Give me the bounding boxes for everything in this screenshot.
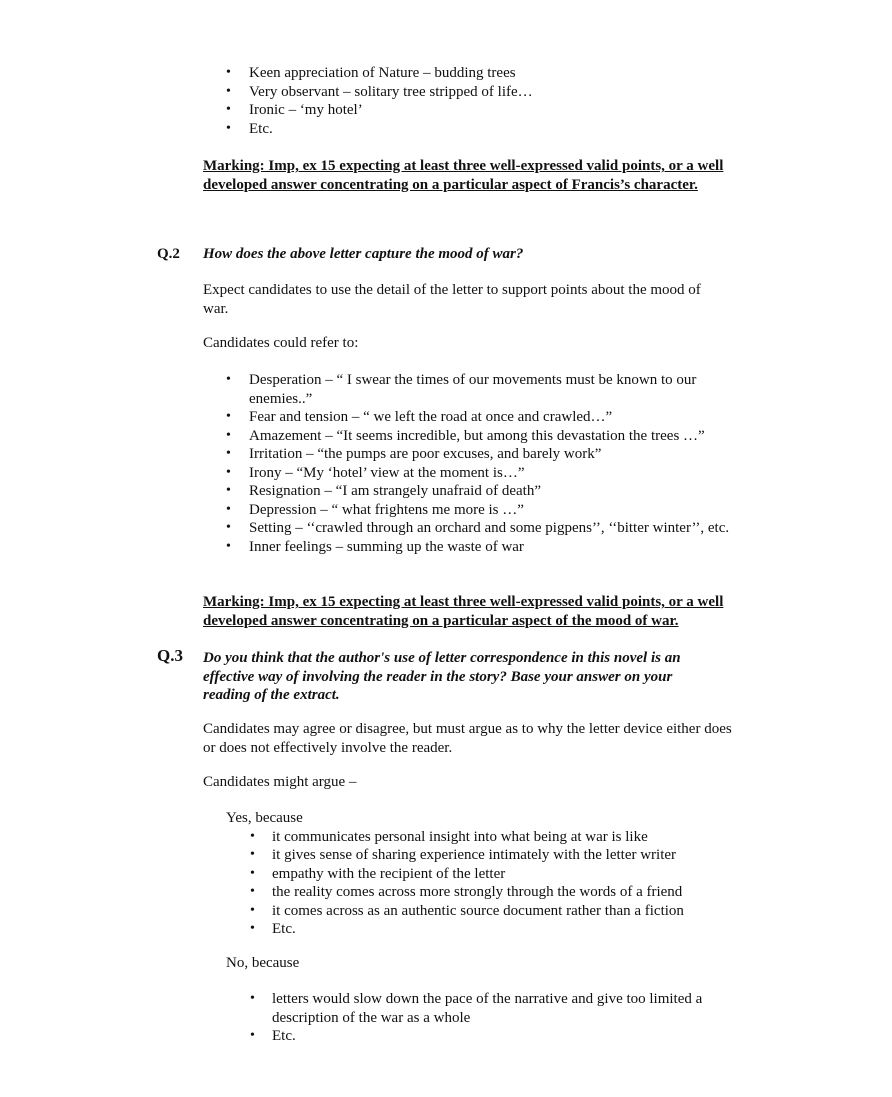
question-number-3: Q.3 bbox=[157, 646, 183, 665]
list-item: • Desperation – “ I swear the times of our movements must be known to our enemies..” bbox=[203, 371, 733, 408]
q2-bullet-block bbox=[203, 371, 733, 556]
list-item: • Ironic – ‘my hotel’ bbox=[203, 101, 743, 120]
list-item: • Inner feelings – summing up the waste of war bbox=[203, 538, 733, 557]
list-item: • Irony – “My ‘hotel’ view at the moment is…” bbox=[203, 464, 733, 483]
question-3-block bbox=[203, 649, 713, 705]
list-item: • it gives sense of sharing experience intimately with the letter writer bbox=[203, 846, 743, 865]
list-item: • Depression – “ what frightens me more is …” bbox=[203, 501, 733, 520]
list-item: • letters would slow down the pace of the narrative and give too limited a description of the war as a whole bbox=[203, 990, 733, 1027]
list-item: • it comes across as an authentic source document rather than a fiction bbox=[203, 902, 743, 921]
list-item: • Amazement – “It seems incredible, but among this devastation the trees …” bbox=[203, 427, 733, 446]
question-number-2: Q.2 bbox=[157, 246, 180, 262]
question-3-text: Do you think that the author's use of letter correspondence in this novel is an effective way of involving the reader in the story? Base your answer on your reading of the extract. bbox=[203, 650, 681, 703]
question-2-text: How does the above letter capture the mood of war? bbox=[203, 246, 524, 262]
list-item: • Very observant – solitary tree stripped of life… bbox=[203, 83, 743, 102]
list-item: • Fear and tension – “ we left the road at once and crawled…” bbox=[203, 408, 733, 427]
list-item: • it communicates personal insight into what being at war is like bbox=[203, 828, 743, 847]
q3-might-block bbox=[203, 773, 743, 792]
top-bullet-list bbox=[203, 64, 743, 138]
q2-refer: Candidates could refer to: bbox=[203, 335, 359, 351]
top-bullet-block bbox=[203, 64, 743, 138]
q3-no-block bbox=[203, 990, 733, 1046]
q3-no-label: No, because bbox=[226, 955, 300, 971]
q3-intro: Candidates may agree or disagree, but must argue as to why the letter device either does or does not effectively involve the reader. bbox=[203, 721, 732, 756]
list-item: • Resignation – “I am strangely unafraid of death” bbox=[203, 482, 733, 501]
list-item: • Etc. bbox=[203, 920, 743, 939]
list-item: • Setting – ‘‘crawled through an orchard and some pigpens’’, ‘‘bitter winter’’, etc. bbox=[203, 519, 733, 538]
list-item: • Etc. bbox=[203, 120, 743, 139]
q3-intro-block bbox=[203, 720, 733, 757]
q3-no-list bbox=[203, 990, 733, 1046]
marking-text: Marking: Imp, ex 15 expecting at least three well-expressed valid points, or a well developed answer concentrating on a particular aspect of the mood of war. bbox=[203, 594, 724, 629]
list-item: • Etc. bbox=[203, 1027, 733, 1046]
q3-might: Candidates might argue – bbox=[203, 774, 357, 790]
q2-refer-block bbox=[203, 334, 743, 353]
q2-intro: Expect candidates to use the detail of the letter to support points about the mood of war. bbox=[203, 282, 701, 317]
list-item: • Irritation – “the pumps are poor excuses, and barely work” bbox=[203, 445, 733, 464]
marking-note-2 bbox=[203, 593, 733, 630]
q3-yes-label: Yes, because bbox=[226, 810, 303, 826]
question-2-block bbox=[203, 245, 743, 264]
q3-yes-block bbox=[203, 809, 743, 939]
list-item: • the reality comes across more strongly through the words of a friend bbox=[203, 883, 743, 902]
q2-intro-block bbox=[203, 281, 725, 318]
marking-text: Marking: Imp, ex 15 expecting at least three well-expressed valid points, or a well developed answer concentrating on a particular aspect of Francis’s character. bbox=[203, 158, 724, 193]
list-item: • empathy with the recipient of the letter bbox=[203, 865, 743, 884]
q3-no-label-block bbox=[203, 954, 743, 973]
q2-bullet-list bbox=[203, 371, 733, 556]
marking-note-1 bbox=[203, 157, 728, 194]
list-item: • Keen appreciation of Nature – budding trees bbox=[203, 64, 743, 83]
q3-yes-list bbox=[203, 828, 743, 939]
